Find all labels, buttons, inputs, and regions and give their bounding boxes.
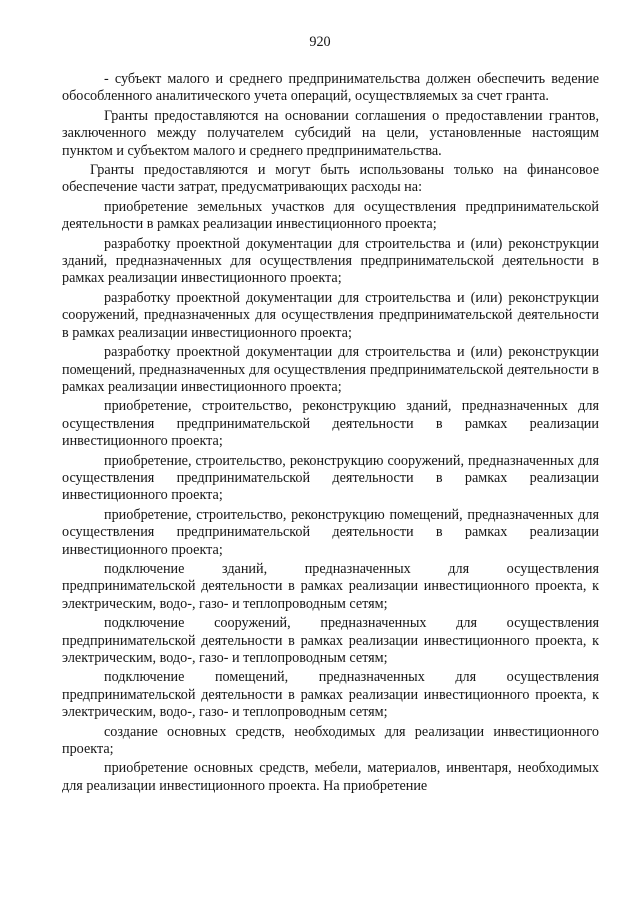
list-item-design-premises: разработку проектной документации для строительства и (или) реконструкции помещений, предназначенных для осуществления предпринимательской деятельности в рамках реализации инвестиционного проекта; (62, 344, 599, 395)
list-item-structures-construction: приобретение, строительство, реконструкцию сооружений, предназначенных для осуществления предпринимательской деятельности в рамках реализации инвестиционного проекта; (62, 452, 599, 504)
list-item-structures-connection: подключение сооружений, предназначенных для осуществления предпринимательской деятельности в рамках реализации инвестиционного проекта, к электрическим, водо-, газо- и теплопроводным сетям; (62, 615, 599, 666)
page-number: 920 (309, 34, 331, 50)
list-item-buildings-connection: подключение зданий, предназначенных для осуществления предпринимательской деятельности в рамках реализации инвестиционного проекта, к электрическим, водо-, газо- и теплопроводным сетям; (62, 560, 599, 612)
list-item-premises-connection: подключение помещений, предназначенных для осуществления предпринимательской деятельности в рамках реализации инвестиционного проекта, к электрическим, водо-, газо- и теплопроводным сетям; (62, 669, 599, 721)
list-item-premises-construction: приобретение, строительство, реконструкцию помещений, предназначенных для осуществления предпринимательской деятельности в рамках реализации инвестиционного проекта; (62, 506, 599, 558)
list-item-buildings-construction: приобретение, строительство, реконструкцию зданий, предназначенных для осуществления предпринимательской деятельности в рамках реализации инвестиционного проекта; (62, 398, 599, 450)
list-item-fixed-assets-purchase: приобретение основных средств, мебели, материалов, инвентаря, необходимых для реализации инвестиционного проекта. На приобретение (62, 760, 599, 794)
list-item-fixed-assets-creation: создание основных средств, необходимых для реализации инвестиционного проекта; (62, 723, 599, 758)
paragraph-grant-expenses-intro: Гранты предоставляются и могут быть использованы только на финансовое обеспечение части затрат, предусматривающих расходы на: (62, 162, 599, 196)
list-item-design-buildings: разработку проектной документации для строительства и (или) реконструкции зданий, предназначенных для осуществления предпринимательской деятельности в рамках реализации инвестиционного проекта; (62, 235, 599, 287)
paragraph-grant-agreement: Гранты предоставляются на основании соглашения о предоставлении грантов, заключенного между получателем субсидий на цели, установленные настоящим пунктом и субъектом малого и среднего предпринимательства. (62, 107, 599, 159)
paragraph-grant-accounting: - субъект малого и среднего предпринимательства должен обеспечить ведение обособленного аналитического учета операций, осуществляемых за счет гранта. (62, 71, 599, 105)
list-item-design-structures: разработку проектной документации для строительства и (или) реконструкции сооружений, предназначенных для осуществления предпринимательской деятельности в рамках реализации инвестиционного проекта; (62, 289, 599, 341)
list-item-land-plots: приобретение земельных участков для осуществления предпринимательской деятельности в рамках реализации инвестиционного проекта; (62, 198, 599, 233)
document-body (62, 71, 599, 795)
